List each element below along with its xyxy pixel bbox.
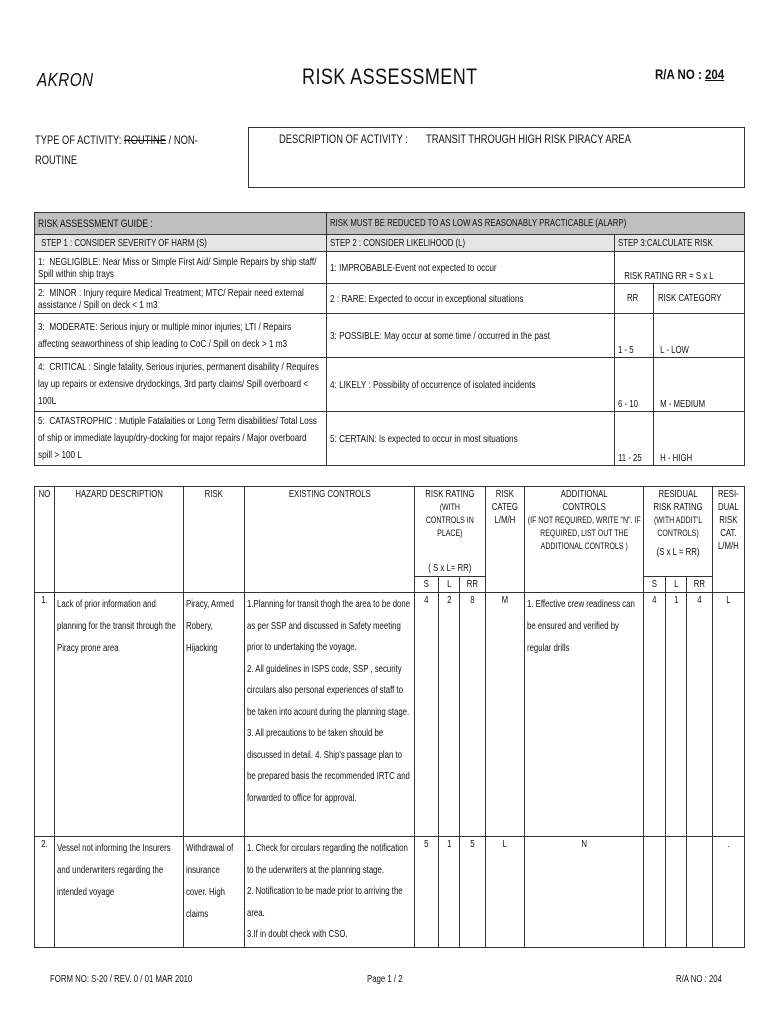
row-additional: N bbox=[524, 837, 643, 948]
header-hazard: HAZARD DESCRIPTION bbox=[55, 487, 184, 593]
row-l: 1 bbox=[438, 837, 460, 948]
footer-ra-number: R/A NO : 204 bbox=[676, 974, 722, 985]
rr-header: RR bbox=[615, 284, 654, 314]
header-no: NO bbox=[35, 487, 55, 593]
table-row bbox=[35, 593, 745, 837]
activity-description-label: DESCRIPTION OF ACTIVITY : bbox=[279, 132, 408, 146]
row-residual-s: 4 bbox=[644, 593, 666, 837]
category-range-low: 1 - 5 bbox=[615, 314, 654, 358]
row-s: 4 bbox=[415, 593, 438, 837]
header-existing: EXISTING CONTROLS bbox=[244, 487, 415, 593]
likelihood-2: 2 : RARE: Expected to occur in exceptional situations bbox=[326, 284, 615, 314]
row-additional: 1. Effective crew readiness can be ensured and verified by regular drills bbox=[524, 593, 643, 837]
row-existing-controls: 1. Check for circulars regarding the notification to the uderwriters at the planning stage. 2. Notification to be made prior to arriving the area. 3.If in doubt check with CSO. bbox=[244, 837, 415, 948]
severity-5: 5: CATASTROPHIC : Mutiple Fatalaities or Long Term disabilities/ Total Loss of ship or immediate layup/dry-docking for major repairs / Major overboard spill > 100 L bbox=[35, 412, 327, 466]
row-residual-rr: 4 bbox=[687, 593, 713, 837]
likelihood-3: 3: POSSIBLE: May occur at some time / occurred in the past bbox=[326, 314, 615, 358]
header-residual: RESIDUAL RISK RATING (WITH ADDIT'L CONTROLS) (S x L = RR) bbox=[644, 487, 713, 577]
row-residual-category: L bbox=[713, 593, 745, 837]
header-residual-l: L bbox=[665, 577, 687, 593]
activity-type bbox=[35, 130, 244, 170]
header-rr: RR bbox=[460, 577, 486, 593]
severity-2: 2: MINOR : Injury require Medical Treatment; MTC/ Repair need external assistance / Spill on deck < 1 m3 bbox=[35, 284, 327, 314]
row-hazard: Vessel not informing the Insurers and underwriters regarding the intended voyage bbox=[55, 837, 184, 948]
category-range-high: 11 - 25 bbox=[615, 412, 654, 466]
category-range-medium: 6 - 10 bbox=[615, 358, 654, 412]
row-s: 5 bbox=[415, 837, 438, 948]
row-l: 2 bbox=[438, 593, 460, 837]
header-additional: ADDITIONAL CONTROLS (IF NOT REQUIRED, WRITE "N". IF REQUIRED, LIST OUT THE ADDITIONAL CONTROLS ) bbox=[524, 487, 643, 593]
table-row bbox=[35, 837, 745, 948]
category-label-high: H - HIGH bbox=[653, 412, 744, 466]
severity-1: 1: NEGLIGIBLE: Near Miss or Simple First Aid/ Simple Repairs by ship staff/ Spill within ship trays bbox=[35, 252, 327, 284]
activity-type-routine: ROUTINE bbox=[123, 133, 167, 147]
ra-label: R/A NO : bbox=[655, 66, 705, 82]
row-risk: Withdrawal of insurance cover. High claims bbox=[184, 837, 244, 948]
row-category: M bbox=[486, 593, 525, 837]
row-residual-category: . bbox=[713, 837, 745, 948]
header-risk: RISK bbox=[184, 487, 244, 593]
header-s: S bbox=[415, 577, 438, 593]
header-risk-category: RISK CATEG L/M/H bbox=[486, 487, 525, 593]
footer-form-number: FORM NO: S-20 / REV. 0 / 01 MAR 2010 bbox=[50, 974, 193, 985]
ra-number-header bbox=[655, 66, 724, 82]
activity-description-value: TRANSIT THROUGH HIGH RISK PIRACY AREA bbox=[426, 132, 631, 146]
company-name: AKRON bbox=[37, 70, 94, 90]
header-residual-category: RESI- DUAL RISK CAT. L/M/H bbox=[713, 487, 745, 593]
ra-number: 204 bbox=[704, 66, 725, 82]
step3-header: STEP 3:CALCULATE RISK bbox=[615, 235, 745, 252]
step2-header: STEP 2 : CONSIDER LIKELIHOOD (L) bbox=[326, 235, 615, 252]
severity-4: 4: CRITICAL : Single fatality, Serious injuries, permanent disability / Requires lay up repairs or extensive drydockings, 3rd party claims/ Spill overboard < 100L bbox=[35, 358, 327, 412]
category-label-low: L - LOW bbox=[653, 314, 744, 358]
footer-page: Page 1 / 2 bbox=[367, 974, 403, 985]
activity-type-prefix: TYPE OF ACTIVITY: bbox=[35, 133, 124, 147]
row-rr: 5 bbox=[460, 837, 486, 948]
row-residual-s bbox=[644, 837, 666, 948]
row-category: L bbox=[486, 837, 525, 948]
header-residual-rr: RR bbox=[687, 577, 713, 593]
guide-title: RISK ASSESSMENT GUIDE : bbox=[35, 213, 327, 235]
row-residual-l bbox=[665, 837, 687, 948]
document-title: RISK ASSESSMENT bbox=[302, 64, 478, 89]
header-residual-s: S bbox=[644, 577, 666, 593]
row-risk: Piracy, Armed Robery, Hijacking bbox=[184, 593, 244, 837]
risk-rating-formula: RISK RATING RR = S x L bbox=[615, 252, 745, 284]
row-no: 1. bbox=[35, 593, 55, 837]
alarp-note: RISK MUST BE REDUCED TO AS LOW AS REASONABLY PRACTICABLE (ALARP) bbox=[326, 213, 744, 235]
risk-assessment-guide bbox=[34, 212, 745, 466]
likelihood-1: 1: IMPROBABLE-Event not expected to occur bbox=[326, 252, 615, 284]
category-label-medium: M - MEDIUM bbox=[653, 358, 744, 412]
risk-category-header: RISK CATEGORY bbox=[653, 284, 744, 314]
activity-type-suffix: / NON- bbox=[166, 133, 198, 147]
severity-3: 3: MODERATE: Serious injury or multiple minor injuries; LTI / Repairs affecting seaworthiness of ship leading to CoC / Spill on deck > 1 m3 bbox=[35, 314, 327, 358]
row-hazard: Lack of prior information and planning for the transit through the Piracy prone area bbox=[55, 593, 184, 837]
row-existing-controls: 1.Planning for transit thogh the area to be done as per SSP and discussed in Safety meeting prior to undertaking the voyage. 2. All guidelines in ISPS code, SSP , security circulars also personal experiences of staff to be taken into acount during the planning stage. 3. All precautions to be taken should be discussed in detail. 4. Ship's passage plan to be prepared basis the recommended IRTC and forwarded to office for approval. bbox=[244, 593, 415, 837]
row-no: 2. bbox=[35, 837, 55, 948]
row-rr: 8 bbox=[460, 593, 486, 837]
step1-header: STEP 1 : CONSIDER SEVERITY OF HARM (S) bbox=[35, 235, 327, 252]
likelihood-4: 4: LIKELY : Possibility of occurrence of isolated incidents bbox=[326, 358, 615, 412]
row-residual-l: 1 bbox=[665, 593, 687, 837]
header-l: L bbox=[438, 577, 460, 593]
activity-type-line2: ROUTINE bbox=[35, 153, 78, 167]
hazard-table bbox=[34, 486, 745, 948]
row-residual-rr bbox=[687, 837, 713, 948]
header-rating: RISK RATING (WITH CONTROLS IN PLACE) ( S x L= RR) bbox=[415, 487, 486, 577]
likelihood-5: 5: CERTAIN: Is expected to occur in most situations bbox=[326, 412, 615, 466]
